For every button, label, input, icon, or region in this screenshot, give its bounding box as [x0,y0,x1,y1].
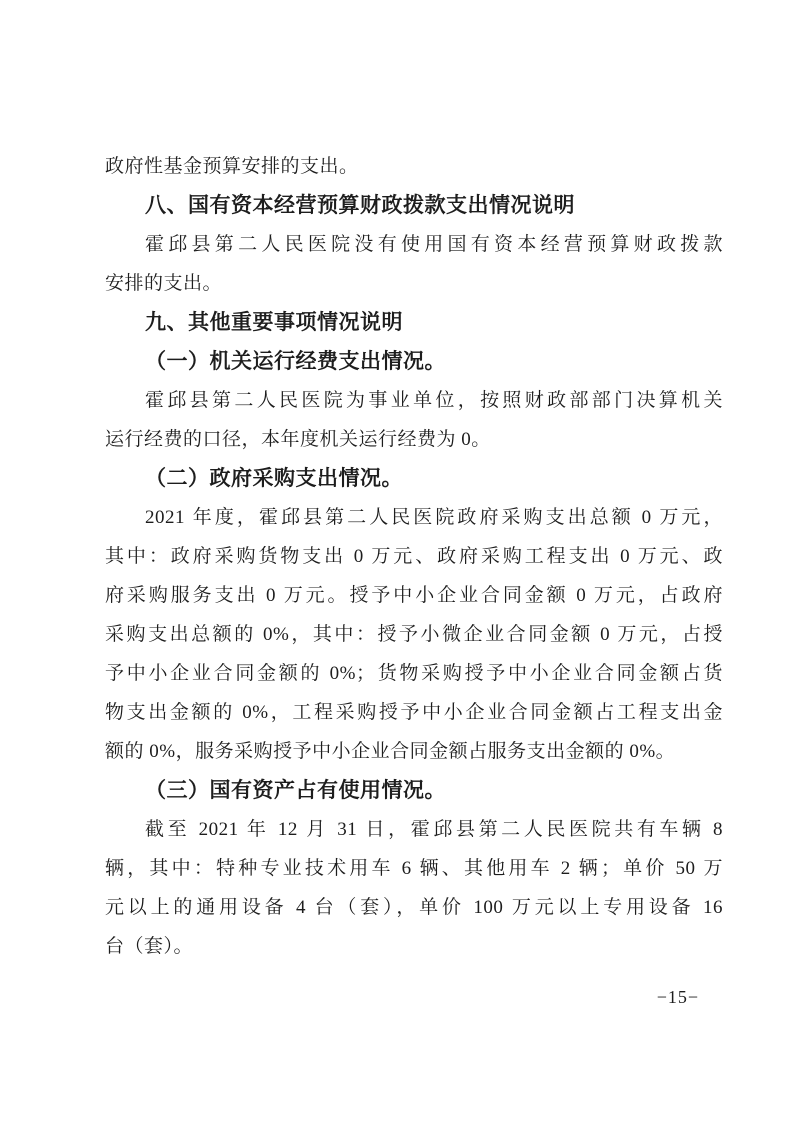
body-line: 截至 2021 年 12 月 31 日，霍邱县第二人民医院共有车辆 8 [145,819,723,840]
body-line: 霍邱县第二人民医院没有使用国有资本经营预算财政拨款 [145,234,723,255]
body-line: 辆，其中：特种专业技术用车 6 辆、其他用车 2 辆；单价 50 万 [105,858,723,879]
document-body [105,147,723,966]
heading-line: （一）机关运行经费支出情况。 [145,350,446,373]
body-line: 予中小企业合同金额的 0%；货物采购授予中小企业合同金额占货 [105,663,723,684]
body-line: 运行经费的口径，本年度机关运行经费为 0。 [105,429,491,450]
body-line: 物支出金额的 0%，工程采购授予中小企业合同金额占工程支出金 [105,702,723,723]
body-line: 其中：政府采购货物支出 0 万元、政府采购工程支出 0 万元、政 [105,546,723,567]
body-line: 元以上的通用设备 4 台（套），单价 100 万元以上专用设备 16 [105,897,723,918]
body-line: 采购支出总额的 0%，其中：授予小微企业合同金额 0 万元，占授 [105,624,723,645]
heading-line: （二）政府采购支出情况。 [145,467,403,490]
heading-line: （三）国有资产占有使用情况。 [145,779,446,802]
page-number: −15− [656,987,699,1007]
heading-line: 九、其他重要事项情况说明 [145,311,403,334]
heading-line: 八、国有资本经营预算财政拨款支出情况说明 [145,194,575,217]
body-line: 额的 0%，服务采购授予中小企业合同金额占服务支出金额的 0%。 [105,741,676,762]
body-line: 霍邱县第二人民医院为事业单位，按照财政部部门决算机关 [145,390,723,411]
body-line: 2021 年度，霍邱县第二人民医院政府采购支出总额 0 万元， [145,507,723,528]
body-line: 政府性基金预算安排的支出。 [105,156,359,177]
body-line: 府采购服务支出 0 万元。授予中小企业合同金额 0 万元，占政府 [105,585,723,606]
body-line: 台（套）。 [105,936,194,957]
body-line: 安排的支出。 [105,273,223,294]
